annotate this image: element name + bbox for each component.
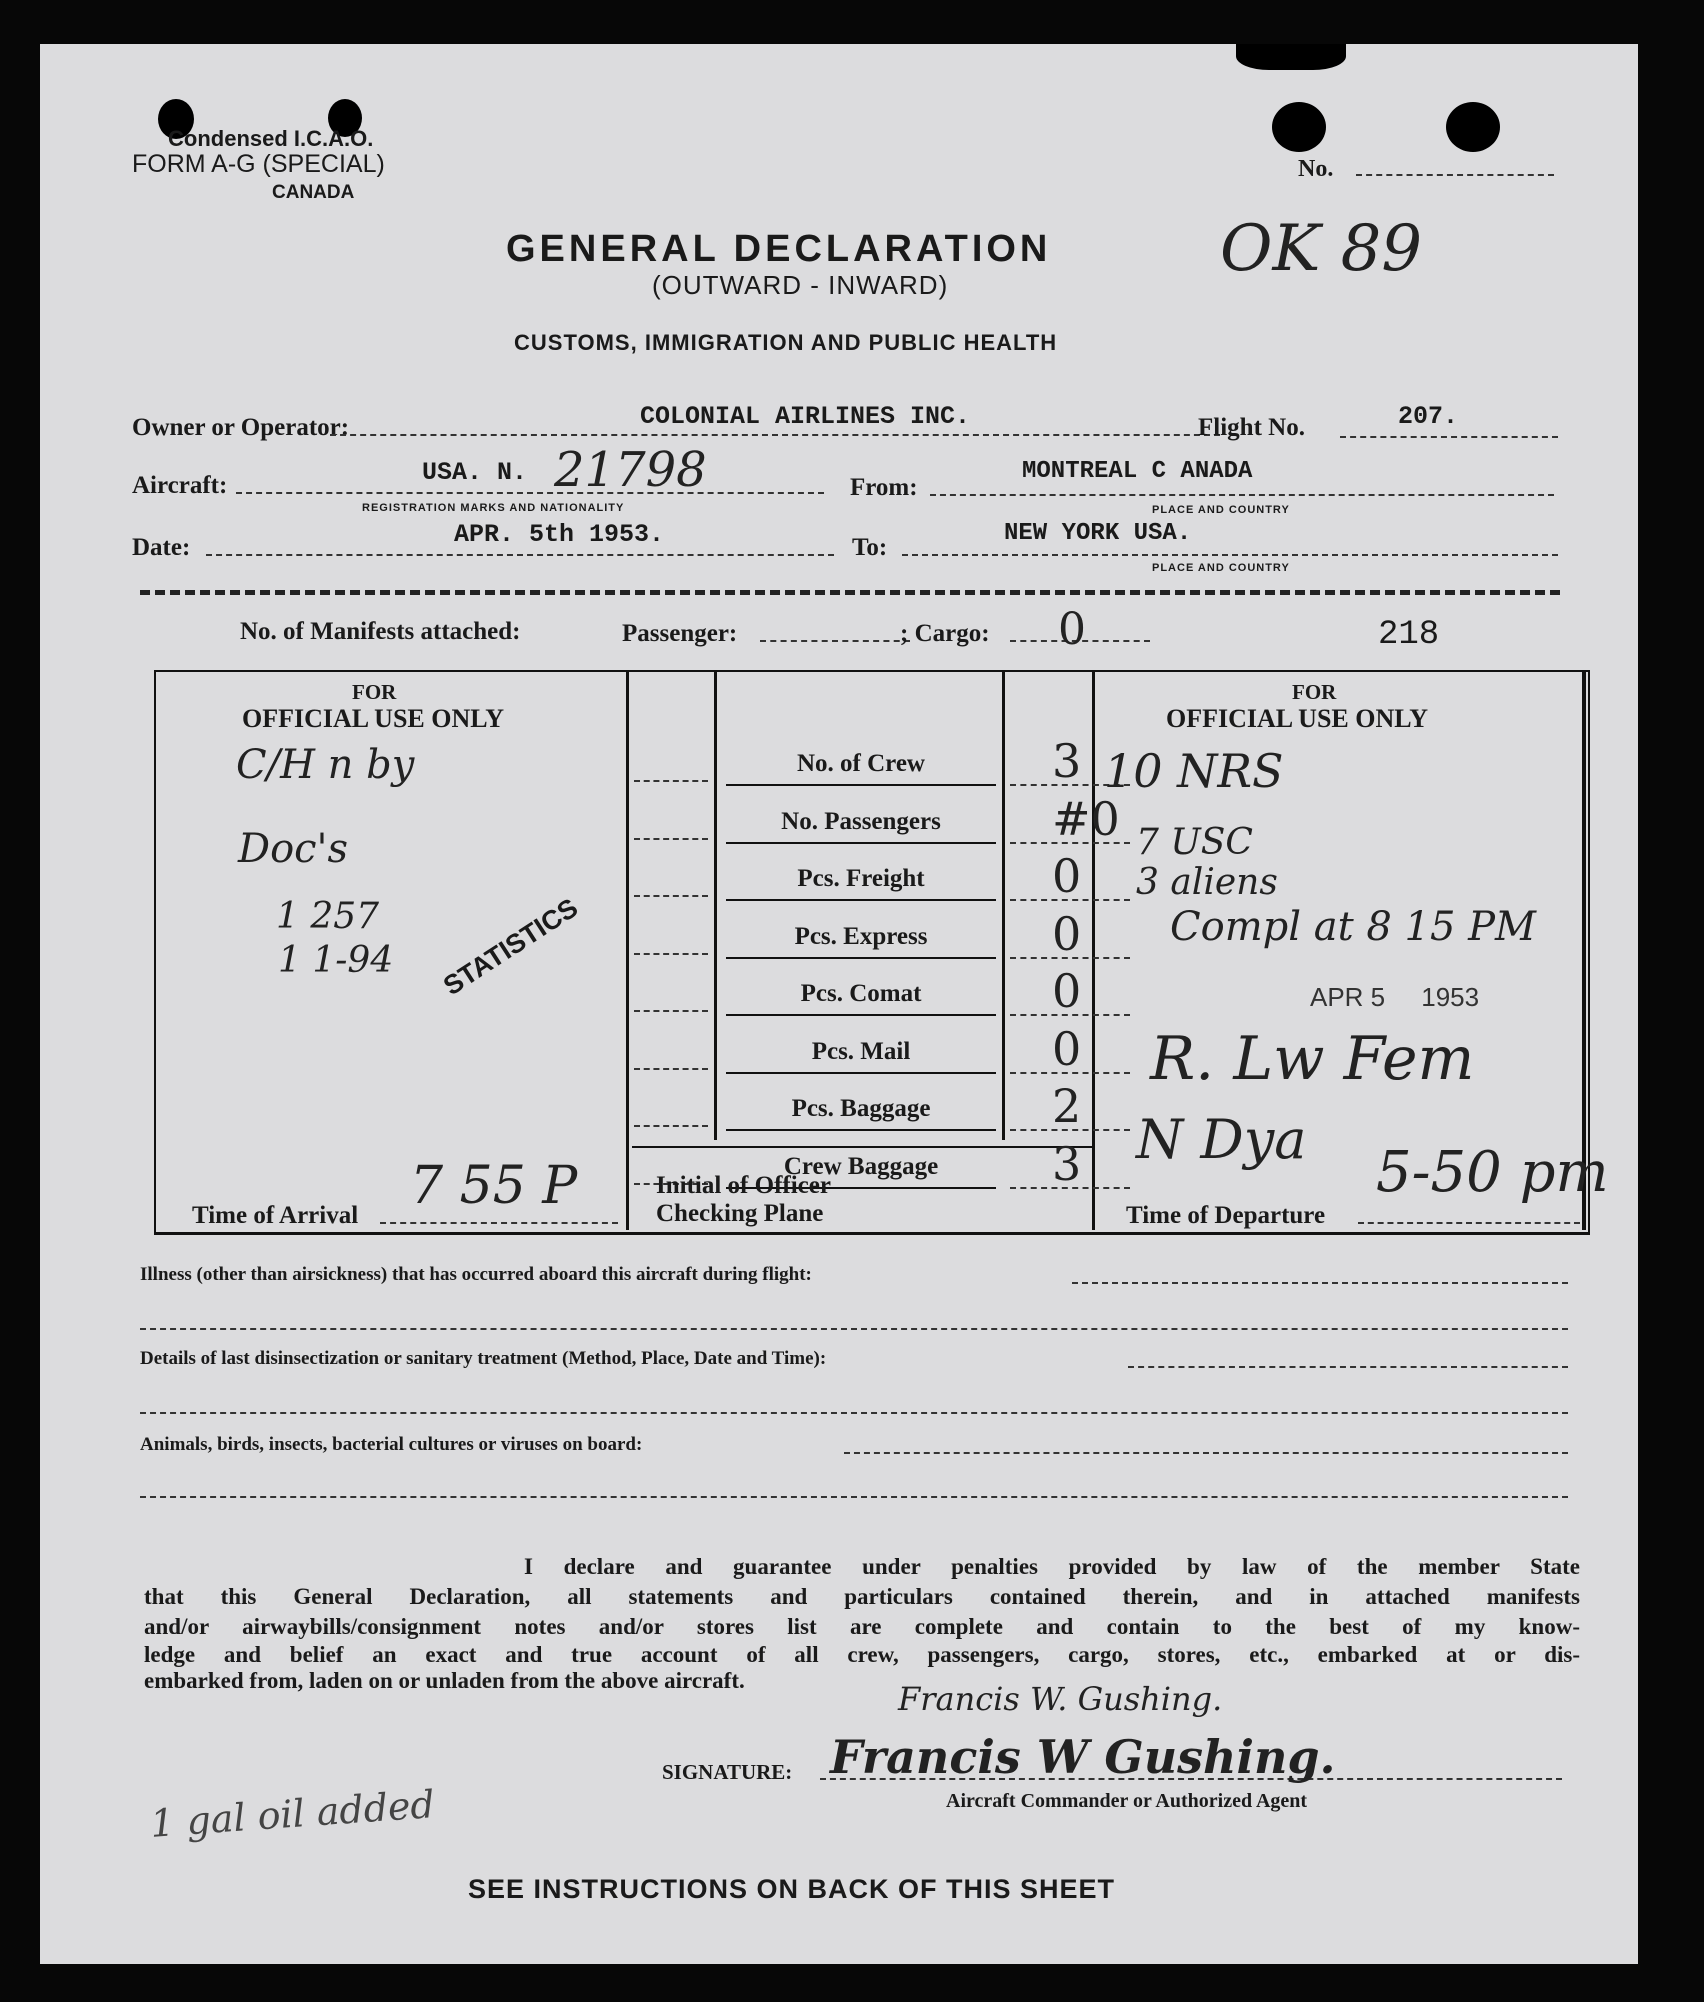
from-value: MONTREAL C ANADA xyxy=(1022,458,1253,485)
table-row-value-rule xyxy=(1010,1129,1130,1131)
animals-line xyxy=(844,1452,1568,1454)
from-label: From: xyxy=(850,474,918,501)
table-row-value: #0 xyxy=(1052,791,1120,846)
manifest-passenger-label: Passenger: xyxy=(622,620,738,647)
table-row-value: 3 xyxy=(1052,1136,1082,1191)
officer-signature: N Dya xyxy=(1136,1108,1307,1171)
table-row-value: 0 xyxy=(1052,1021,1082,1076)
punch-hole xyxy=(1272,102,1326,152)
table-row-dash xyxy=(634,1068,708,1070)
table-row-dash xyxy=(634,780,708,782)
disinsect-line-2 xyxy=(140,1412,1568,1414)
aircraft-line xyxy=(236,492,824,494)
left-note: Doc's xyxy=(238,826,349,872)
table-row-rule xyxy=(726,1072,996,1074)
manifest-passenger-line xyxy=(760,640,910,642)
table-row-value-rule xyxy=(1010,842,1130,844)
table-row-rule xyxy=(726,1129,996,1131)
handwritten-reference: OK 89 xyxy=(1220,212,1423,286)
right-note: 3 aliens xyxy=(1136,862,1278,903)
declaration-sheet xyxy=(40,44,1638,1964)
illness-line xyxy=(1072,1282,1568,1284)
illness-line-2 xyxy=(140,1328,1568,1330)
disinsect-label: Details of last disinsectization or sanitary treatment (Method, Place, Date and Time): xyxy=(140,1348,827,1369)
date-line xyxy=(206,554,834,556)
form-number-line xyxy=(1356,174,1554,176)
declaration-paragraph-line: embarked from, laden on or unladen from the above aircraft. xyxy=(144,1668,745,1693)
declaration-paragraph-line: ledge and belief an exact and true account of all crew, passengers, cargo, stores, etc., embarked at or dis- xyxy=(144,1642,1580,1667)
animals-line-2 xyxy=(140,1496,1568,1498)
table-row-rule xyxy=(726,899,996,901)
left-header-for: FOR xyxy=(352,680,397,704)
date-stamp: APR 5 1953 xyxy=(1310,982,1480,1012)
flight-line xyxy=(1340,436,1558,438)
manifest-number: 218 xyxy=(1378,616,1440,654)
signature-caption: Aircraft Commander or Authorized Agent xyxy=(946,1790,1308,1812)
to-line xyxy=(902,554,1558,556)
initial-label-1: Initial of Officer xyxy=(656,1172,831,1199)
aircraft-caption: REGISTRATION MARKS AND NATIONALITY xyxy=(362,502,625,514)
table-row-label: Pcs. Mail xyxy=(811,1037,911,1065)
subheading: CUSTOMS, IMMIGRATION AND PUBLIC HEALTH xyxy=(514,330,1058,355)
table-row-dash xyxy=(634,953,708,955)
table-row-dash xyxy=(634,1125,708,1127)
statistics-stamp: STATISTICS xyxy=(438,892,584,1002)
table-row-rule xyxy=(726,842,996,844)
form-header-line3: CANADA xyxy=(272,182,355,203)
form-header-line1: Condensed I.C.A.O. xyxy=(168,126,374,151)
table-row-label: No. Passengers xyxy=(781,807,941,835)
right-note: 10 NRS xyxy=(1104,744,1284,798)
right-note: 7 USC xyxy=(1136,822,1253,863)
table-row-label: Crew Baggage xyxy=(783,1152,939,1180)
aircraft-hand-value: 21798 xyxy=(554,442,707,498)
footer-instructions: SEE INSTRUCTIONS ON BACK OF THIS SHEET xyxy=(468,1874,1116,1904)
form-header-line2: FORM A-G (SPECIAL) xyxy=(132,150,385,178)
time-departure-label: Time of Departure xyxy=(1126,1202,1326,1229)
owner-value: COLONIAL AIRLINES INC. xyxy=(640,402,971,431)
initial-label-2: Checking Plane xyxy=(656,1200,824,1227)
table-row-value-rule xyxy=(1010,1014,1130,1016)
animals-label: Animals, birds, insects, bacterial cultures or viruses on board: xyxy=(140,1434,643,1455)
to-value: NEW YORK USA. xyxy=(1004,520,1192,547)
table-row-value: 0 xyxy=(1052,906,1082,961)
left-note: 1 257 xyxy=(276,896,380,937)
page-subtitle: (OUTWARD - INWARD) xyxy=(652,270,949,300)
table-row-value-rule xyxy=(1010,1187,1130,1189)
time-departure-value: 5-50 pm xyxy=(1376,1140,1609,1205)
illness-label: Illness (other than airsickness) that has occurred aboard this aircraft during flight: xyxy=(140,1264,812,1285)
table-row-label: No. of Crew xyxy=(797,750,925,777)
flight-label: Flight No. xyxy=(1198,414,1305,441)
officer-initials: R. Lw Fem xyxy=(1150,1024,1475,1094)
table-row-rule xyxy=(726,957,996,959)
left-note: C/H n by xyxy=(236,742,415,788)
table-row-rule xyxy=(726,784,996,786)
time-departure-line xyxy=(1358,1222,1580,1224)
table-row-value-rule xyxy=(1010,899,1130,901)
time-arrival-label: Time of Arrival xyxy=(192,1202,359,1229)
left-header: OFFICIAL USE ONLY xyxy=(242,704,504,733)
page-title: GENERAL DECLARATION xyxy=(506,228,1052,270)
time-arrival-line xyxy=(380,1222,618,1224)
declaration-paragraph-line: that this General Declaration, all statements and particulars contained therein, and in attached manifests xyxy=(144,1584,1580,1609)
to-label: To: xyxy=(852,534,888,561)
manifest-cargo-label: ; Cargo: xyxy=(900,620,990,647)
declaration-paragraph-line: I declare and guarantee under penalties provided by law of the member State xyxy=(524,1554,1580,1579)
from-caption: PLACE AND COUNTRY xyxy=(1152,504,1290,516)
from-line xyxy=(930,494,1554,496)
date-value: APR. 5th 1953. xyxy=(454,520,665,549)
table-divider xyxy=(632,1146,1094,1148)
signature-main: Francis W Gushing. xyxy=(830,1730,1336,1784)
owner-line xyxy=(330,434,1220,436)
declaration-paragraph-line: and/or airwaybills/consignment notes and/or stores list are complete and contain to the best of my know- xyxy=(144,1614,1580,1639)
right-header: OFFICIAL USE ONLY xyxy=(1166,704,1428,733)
signature-top: Francis W. Gushing. xyxy=(898,1680,1223,1718)
table-row-value: 3 xyxy=(1052,734,1082,788)
punch-hole xyxy=(1446,102,1500,152)
torn-edge xyxy=(1236,44,1346,70)
table-row-dash xyxy=(634,895,708,897)
table-row-dash xyxy=(634,838,708,840)
table-row-label: Pcs. Comat xyxy=(800,980,922,1007)
table-row-rule xyxy=(726,1014,996,1016)
manifest-cargo-value: 0 xyxy=(1058,604,1086,655)
left-note: 1 1-94 xyxy=(278,940,394,981)
table-row-value: 2 xyxy=(1052,1079,1082,1133)
signature-label: SIGNATURE: xyxy=(662,1760,793,1784)
table-row-value-rule xyxy=(1010,1072,1130,1074)
table-divider xyxy=(626,670,629,1230)
table-divider xyxy=(714,670,717,1140)
aircraft-label: Aircraft: xyxy=(132,472,228,499)
table-row-label: Pcs. Express xyxy=(794,922,928,950)
table-row-value: 0 xyxy=(1052,849,1082,903)
table-divider xyxy=(1002,670,1005,1140)
section-divider xyxy=(140,590,1560,595)
flight-value: 207. xyxy=(1398,402,1459,431)
table-row-value: 0 xyxy=(1052,964,1082,1018)
time-arrival-value: 7 55 P xyxy=(410,1156,578,1216)
disinsect-line xyxy=(1128,1366,1568,1368)
table-row-value-rule xyxy=(1010,957,1130,959)
aircraft-value: USA. N. xyxy=(422,458,528,487)
right-note: Compl at 8 15 PM xyxy=(1170,904,1537,950)
owner-label: Owner or Operator: xyxy=(132,414,350,441)
table-row-dash xyxy=(634,1010,708,1012)
manifests-label: No. of Manifests attached: xyxy=(240,618,521,645)
table-row-label: Pcs. Baggage xyxy=(791,1095,931,1122)
table-row-label: Pcs. Freight xyxy=(797,865,925,892)
margin-note: 1 gal oil added xyxy=(148,1782,437,1846)
form-number-label: No. xyxy=(1298,156,1334,182)
date-label: Date: xyxy=(132,534,191,561)
right-header-for: FOR xyxy=(1292,680,1337,704)
to-caption: PLACE AND COUNTRY xyxy=(1152,562,1290,574)
